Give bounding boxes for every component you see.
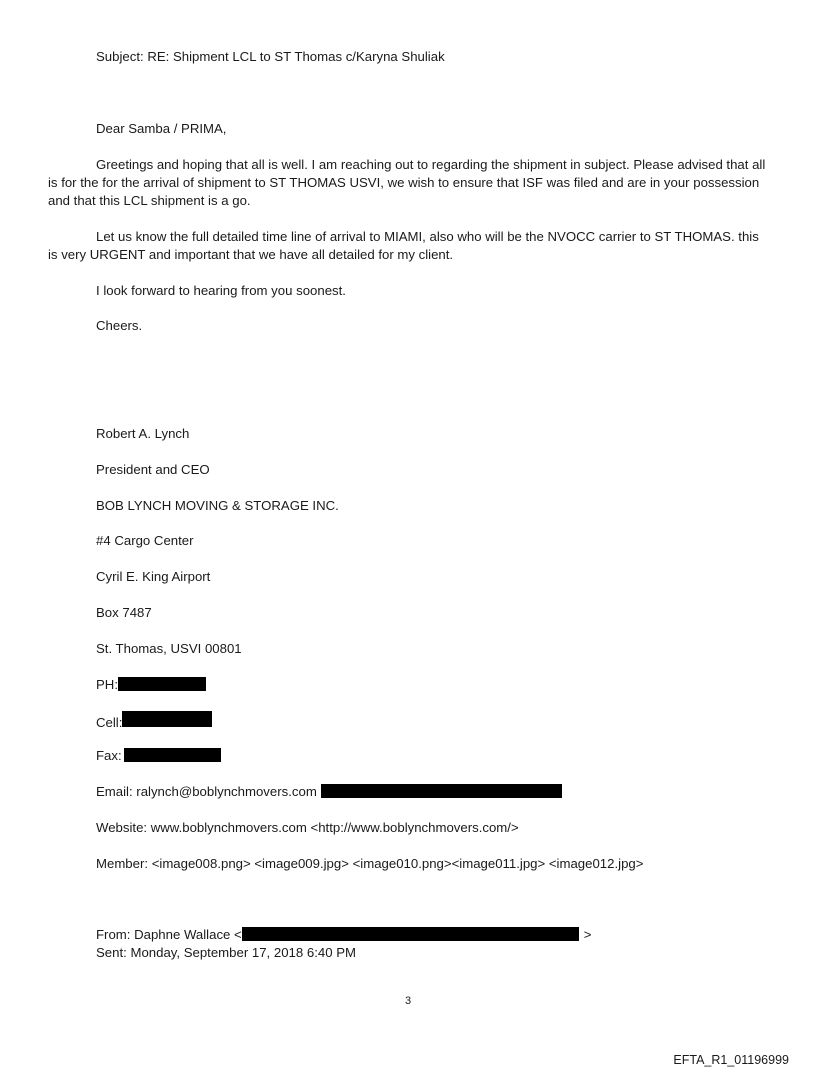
signature-member: Member: <image008.png> <image009.jpg> <image010.png><image011.jpg> <image012.jpg> [96, 856, 644, 871]
from-label: From: Daphne Wallace < [96, 927, 242, 942]
email-address[interactable]: Email: ralynch@boblynchmovers.com [96, 784, 317, 799]
signature-cell [96, 711, 212, 732]
from-suffix: > [583, 927, 592, 942]
signature-address-2: Cyril E. King Airport [96, 569, 211, 584]
fax-label: Fax: [96, 748, 122, 763]
signature-fax [96, 747, 221, 765]
email-paragraph-1 [48, 156, 768, 210]
signature-title: President and CEO [96, 462, 210, 477]
email-paragraph-2 [48, 228, 768, 264]
email-closing: Cheers. [96, 318, 143, 333]
signature-address-4: St. Thomas, USVI 00801 [96, 641, 242, 656]
signature-address-3: Box 7487 [96, 605, 152, 620]
redaction-bar [118, 677, 206, 691]
redaction-bar [242, 927, 579, 941]
redaction-bar [124, 748, 221, 762]
redaction-bar [321, 784, 562, 798]
bates-number: EFTA_R1_01196999 [673, 1053, 789, 1067]
signature-website[interactable]: Website: www.boblynchmovers.com <http://www.boblynchmovers.com/> [96, 820, 519, 835]
previous-message-sent: Sent: Monday, September 17, 2018 6:40 PM [96, 945, 357, 960]
cell-label: Cell: [96, 715, 123, 730]
paragraph-1-text: Greetings and hoping that all is well. I am reaching out to regarding the shipment in subject. Please advised that all is for the for the arrival of shipment to ST THOMAS USVI, we wish to ensure that ISF was filed and are in your possession and that this LCL shipment is a go. [48, 157, 766, 208]
signature-phone [96, 676, 206, 694]
phone-label: PH: [96, 677, 118, 692]
email-greeting: Dear Samba / PRIMA, [96, 121, 227, 136]
redaction-bar [122, 711, 212, 727]
page-number: 3 [404, 995, 412, 1007]
signature-name: Robert A. Lynch [96, 426, 190, 441]
signature-email [96, 783, 562, 801]
signature-company: BOB LYNCH MOVING & STORAGE INC. [96, 498, 339, 513]
email-paragraph-3: I look forward to hearing from you soonest. [96, 283, 346, 298]
paragraph-2-text: Let us know the full detailed time line of arrival to MIAMI, also who will be the NVOCC carrier to ST THOMAS. this is very URGENT and important that we have all detailed for my client. [48, 229, 759, 262]
email-subject: Subject: RE: Shipment LCL to ST Thomas c/Karyna Shuliak [96, 49, 445, 64]
signature-address-1: #4 Cargo Center [96, 533, 194, 548]
previous-message-from [96, 926, 591, 944]
